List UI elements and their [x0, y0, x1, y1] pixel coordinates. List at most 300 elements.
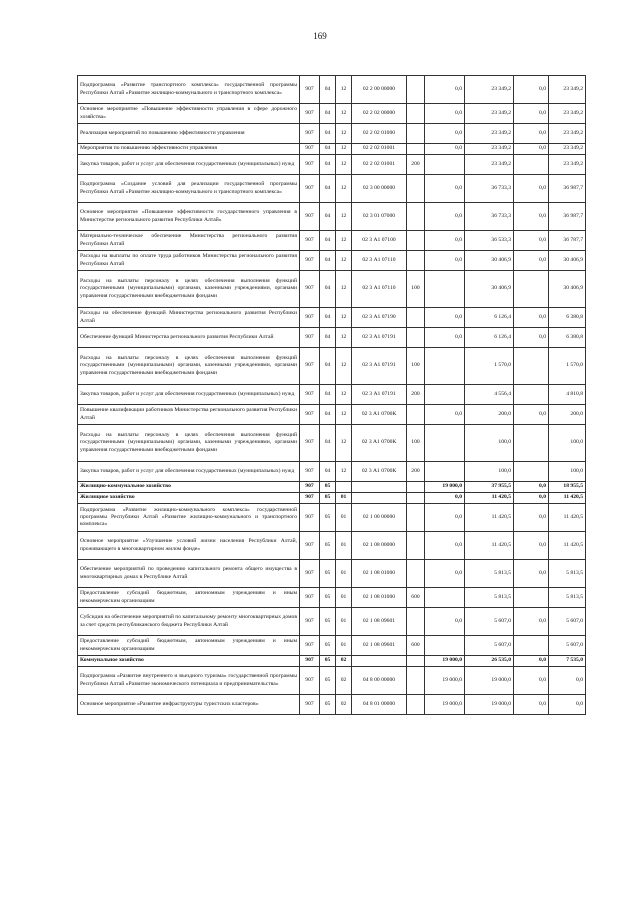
cell-section: 04 [320, 203, 336, 231]
cell-amount-3: 0,0 [514, 493, 549, 504]
cell-amount-3: 0,0 [514, 175, 549, 203]
cell-amount-1: 0,0 [425, 504, 465, 532]
cell-amount-4: 1 570,0 [549, 348, 586, 385]
table-row [78, 348, 586, 385]
cell-target-article: 02 3 А1 0700К [352, 462, 407, 482]
cell-amount-4: 18 955,5 [549, 482, 586, 493]
cell-amount-4: 23 349,2 [549, 104, 586, 124]
cell-expense-type [407, 328, 425, 348]
cell-expense-type [407, 144, 425, 155]
cell-target-article: 02 2 02 01001 [352, 144, 407, 155]
cell-section: 04 [320, 251, 336, 271]
cell-admin-code: 907 [300, 251, 320, 271]
cell-name: Подпрограмма «Развитие жилищно-коммунального комплекса» государственной программы Республики Алтай «Развитие жилищно-коммунального и транспортного комплекса» [78, 504, 300, 532]
cell-admin-code: 907 [300, 425, 320, 462]
cell-expense-type [407, 560, 425, 588]
cell-amount-3: 0,0 [514, 203, 549, 231]
cell-admin-code: 907 [300, 155, 320, 175]
cell-admin-code: 907 [300, 271, 320, 308]
cell-section: 04 [320, 76, 336, 104]
cell-subsection: 01 [336, 608, 352, 636]
cell-expense-type [407, 175, 425, 203]
cell-expense-type: 200 [407, 155, 425, 175]
cell-amount-2: 5 607,0 [465, 608, 514, 636]
cell-admin-code: 907 [300, 656, 320, 667]
cell-name: Жилищное хозяйство [78, 493, 300, 504]
cell-name: Коммунальное хозяйство [78, 656, 300, 667]
cell-admin-code: 907 [300, 308, 320, 328]
cell-amount-2: 19 000,0 [465, 695, 514, 715]
cell-amount-3: 0,0 [514, 144, 549, 155]
cell-admin-code: 907 [300, 175, 320, 203]
cell-admin-code: 907 [300, 588, 320, 608]
cell-subsection: 12 [336, 155, 352, 175]
cell-target-article: 02 2 02 00000 [352, 104, 407, 124]
cell-amount-3: 0,0 [514, 104, 549, 124]
cell-admin-code: 907 [300, 504, 320, 532]
cell-subsection: 01 [336, 588, 352, 608]
cell-amount-3 [514, 348, 549, 385]
cell-amount-1: 0,0 [425, 608, 465, 636]
table-row [78, 695, 586, 715]
cell-subsection: 02 [336, 656, 352, 667]
cell-name: Расходы на выплаты персоналу в целях обеспечения выполнения функций государственными (муниципальными) органами, казенными учреждениями, органами управления государственными внебюджетными фондами [78, 425, 300, 462]
cell-name: Расходы на выплаты по оплате труда работников Министерства регионального развития Республики Алтай [78, 251, 300, 271]
cell-target-article: 02 3 А1 07190 [352, 308, 407, 328]
cell-amount-4: 0,0 [549, 667, 586, 695]
cell-amount-4: 4 810,8 [549, 385, 586, 405]
cell-name: Обеспечение мероприятий по проведению капитального ремонта общего имущества в многоквартирных домах в Республике Алтай [78, 560, 300, 588]
cell-name: Обеспечение функций Министерства регионального развития Республики Алтай [78, 328, 300, 348]
cell-target-article: 02 1 00 00000 [352, 504, 407, 532]
cell-target-article: 02 2 02 01000 [352, 124, 407, 144]
cell-section: 05 [320, 532, 336, 560]
cell-amount-2: 1 570,0 [465, 348, 514, 385]
cell-amount-2: 5 607,0 [465, 636, 514, 656]
cell-subsection: 12 [336, 348, 352, 385]
cell-amount-2: 26 535,0 [465, 656, 514, 667]
cell-section: 04 [320, 175, 336, 203]
cell-name: Мероприятия по повышению эффективности управления [78, 144, 300, 155]
cell-amount-1: 0,0 [425, 560, 465, 588]
cell-amount-3: 0,0 [514, 608, 549, 636]
table-row [78, 425, 586, 462]
cell-amount-1: 0,0 [425, 175, 465, 203]
cell-subsection: 01 [336, 504, 352, 532]
cell-amount-3: 0,0 [514, 328, 549, 348]
cell-admin-code: 907 [300, 144, 320, 155]
cell-subsection: 12 [336, 76, 352, 104]
cell-admin-code: 907 [300, 124, 320, 144]
cell-name: Подпрограмма «Развитие транспортного комплекса» государственной программы Республики Алтай «Развитие жилищно-коммунального и транспортного комплекса» [78, 76, 300, 104]
cell-expense-type [407, 104, 425, 124]
cell-amount-4: 36 987,7 [549, 175, 586, 203]
cell-expense-type [407, 124, 425, 144]
cell-subsection: 01 [336, 493, 352, 504]
cell-amount-1 [425, 425, 465, 462]
table-row [78, 385, 586, 405]
cell-section: 04 [320, 271, 336, 308]
cell-subsection: 12 [336, 251, 352, 271]
cell-amount-1: 0,0 [425, 124, 465, 144]
table-row [78, 493, 586, 504]
cell-amount-1: 0,0 [425, 203, 465, 231]
table-row [78, 231, 586, 251]
cell-section: 04 [320, 425, 336, 462]
cell-name: Закупка товаров, работ и услуг для обеспечения государственных (муниципальных) нужд [78, 462, 300, 482]
cell-section: 05 [320, 656, 336, 667]
cell-target-article: 02 3 А1 07191 [352, 348, 407, 385]
cell-expense-type [407, 76, 425, 104]
cell-section: 05 [320, 504, 336, 532]
cell-target-article: 02 1 08 09601 [352, 636, 407, 656]
cell-amount-3: 0,0 [514, 695, 549, 715]
cell-amount-2: 100,0 [465, 425, 514, 462]
cell-section: 04 [320, 462, 336, 482]
cell-admin-code: 907 [300, 608, 320, 636]
cell-name: Подпрограмма «Создание условий для реализации государственной программы Республики Алтай «Развитие жилищно-коммунального и транспортного комплекса» [78, 175, 300, 203]
cell-amount-1 [425, 155, 465, 175]
cell-target-article: 02 3 00 00000 [352, 175, 407, 203]
cell-amount-3: 0,0 [514, 667, 549, 695]
cell-name: Основное мероприятие «Улучшение условий жизни населения Республики Алтай, проживающего в многоквартирном жилом фонде» [78, 532, 300, 560]
cell-amount-3: 0,0 [514, 124, 549, 144]
cell-target-article: 02 1 08 00000 [352, 532, 407, 560]
cell-section: 04 [320, 144, 336, 155]
table-row [78, 104, 586, 124]
cell-section: 04 [320, 124, 336, 144]
cell-amount-4: 7 535,0 [549, 656, 586, 667]
cell-amount-3: 0,0 [514, 532, 549, 560]
cell-section: 05 [320, 636, 336, 656]
cell-amount-4: 100,0 [549, 425, 586, 462]
cell-target-article: 02 3 А1 07100 [352, 231, 407, 251]
cell-amount-4: 5 813,5 [549, 588, 586, 608]
cell-name: Повышение квалификации работников Министерства регионального развития Республики Алтай [78, 405, 300, 425]
cell-amount-1: 0,0 [425, 493, 465, 504]
cell-admin-code: 907 [300, 695, 320, 715]
cell-amount-1: 0,0 [425, 76, 465, 104]
cell-admin-code: 907 [300, 203, 320, 231]
cell-admin-code: 907 [300, 482, 320, 493]
cell-admin-code: 907 [300, 667, 320, 695]
cell-target-article: 02 2 02 01001 [352, 155, 407, 175]
table-row [78, 462, 586, 482]
cell-amount-3 [514, 636, 549, 656]
cell-amount-2: 5 813,5 [465, 560, 514, 588]
table-row [78, 76, 586, 104]
cell-name: Жилищно-коммунальное хозяйство [78, 482, 300, 493]
cell-amount-3: 0,0 [514, 251, 549, 271]
table-row [78, 560, 586, 588]
cell-name: Расходы на обеспечение функций Министерства регионального развития Республики Алтай [78, 308, 300, 328]
cell-amount-3: 0,0 [514, 76, 549, 104]
cell-amount-1 [425, 636, 465, 656]
cell-amount-2: 11 420,5 [465, 532, 514, 560]
cell-admin-code: 907 [300, 385, 320, 405]
cell-section: 04 [320, 405, 336, 425]
cell-amount-2: 30 406,9 [465, 271, 514, 308]
cell-amount-4: 11 420,5 [549, 493, 586, 504]
cell-target-article: 02 3 А1 07110 [352, 251, 407, 271]
table-row [78, 271, 586, 308]
cell-amount-3: 0,0 [514, 656, 549, 667]
table-row [78, 251, 586, 271]
cell-amount-4: 0,0 [549, 695, 586, 715]
cell-amount-1 [425, 462, 465, 482]
cell-amount-4: 36 787,7 [549, 231, 586, 251]
cell-subsection: 01 [336, 532, 352, 560]
cell-name: Расходы на выплаты персоналу в целях обеспечения выполнения функций государственными (муниципальными) органами, казенными учреждениями, органами управления государственными внебюджетными фондами [78, 271, 300, 308]
cell-expense-type [407, 482, 425, 493]
cell-admin-code: 907 [300, 462, 320, 482]
cell-amount-4: 23 349,2 [549, 155, 586, 175]
cell-amount-2: 19 000,0 [465, 667, 514, 695]
cell-amount-4: 11 420,5 [549, 532, 586, 560]
cell-section: 04 [320, 231, 336, 251]
cell-target-article: 02 3 01 07000 [352, 203, 407, 231]
cell-amount-1: 0,0 [425, 231, 465, 251]
cell-target-article: 02 1 08 01000 [352, 560, 407, 588]
cell-expense-type: 200 [407, 462, 425, 482]
cell-amount-2: 200,0 [465, 405, 514, 425]
cell-name: Субсидия на обеспечение мероприятий по капитальному ремонту многоквартирных домов за счет средств республиканского бюджета Республики Алтай [78, 608, 300, 636]
cell-subsection: 02 [336, 695, 352, 715]
cell-expense-type: 200 [407, 385, 425, 405]
cell-amount-4: 6 380,8 [549, 308, 586, 328]
cell-target-article: 02 3 А1 07191 [352, 328, 407, 348]
cell-amount-1 [425, 271, 465, 308]
table-row [78, 636, 586, 656]
cell-expense-type [407, 532, 425, 560]
table-row [78, 175, 586, 203]
cell-amount-1: 19 000,0 [425, 695, 465, 715]
table-row [78, 656, 586, 667]
cell-amount-2: 30 406,9 [465, 251, 514, 271]
cell-subsection: 12 [336, 203, 352, 231]
cell-amount-3 [514, 588, 549, 608]
cell-expense-type [407, 608, 425, 636]
cell-amount-3: 0,0 [514, 504, 549, 532]
cell-target-article [352, 493, 407, 504]
cell-amount-4: 30 406,9 [549, 271, 586, 308]
cell-expense-type: 100 [407, 271, 425, 308]
cell-name: Подпрограмма «Развитие внутреннего и въездного туризма» государственной программы Республики Алтай «Развитие экономического потенциала и предпринимательства» [78, 667, 300, 695]
cell-amount-3 [514, 425, 549, 462]
cell-section: 04 [320, 328, 336, 348]
cell-amount-2: 6 126,4 [465, 328, 514, 348]
cell-amount-3 [514, 271, 549, 308]
cell-expense-type [407, 231, 425, 251]
cell-subsection: 12 [336, 231, 352, 251]
cell-amount-3: 0,0 [514, 308, 549, 328]
cell-amount-3 [514, 155, 549, 175]
cell-amount-4: 11 420,5 [549, 504, 586, 532]
table-row [78, 155, 586, 175]
cell-section: 04 [320, 155, 336, 175]
cell-admin-code: 907 [300, 532, 320, 560]
table-row [78, 667, 586, 695]
cell-target-article: 04 8 00 00000 [352, 667, 407, 695]
cell-amount-4: 200,0 [549, 405, 586, 425]
table-row [78, 124, 586, 144]
cell-name: Закупка товаров, работ и услуг для обеспечения государственных (муниципальных) нужд [78, 385, 300, 405]
cell-expense-type [407, 493, 425, 504]
cell-amount-4: 36 987,7 [549, 203, 586, 231]
cell-name: Закупка товаров, работ и услуг для обеспечения государственных (муниципальных) нужд [78, 155, 300, 175]
cell-section: 05 [320, 493, 336, 504]
cell-subsection: 12 [336, 462, 352, 482]
cell-target-article [352, 482, 407, 493]
cell-expense-type [407, 405, 425, 425]
table-row [78, 482, 586, 493]
cell-subsection: 12 [336, 104, 352, 124]
cell-section: 04 [320, 308, 336, 328]
cell-expense-type [407, 203, 425, 231]
cell-target-article [352, 656, 407, 667]
page-number: 169 [313, 31, 327, 41]
cell-amount-1: 0,0 [425, 532, 465, 560]
cell-subsection: 01 [336, 636, 352, 656]
cell-section: 04 [320, 385, 336, 405]
cell-admin-code: 907 [300, 328, 320, 348]
cell-name: Предоставление субсидий бюджетным, автономным учреждениям и иным некоммерческим организациям [78, 636, 300, 656]
cell-amount-2: 11 420,5 [465, 493, 514, 504]
cell-amount-2: 6 126,4 [465, 308, 514, 328]
cell-expense-type: 600 [407, 588, 425, 608]
cell-admin-code: 907 [300, 560, 320, 588]
cell-name: Предоставление субсидий бюджетным, автономным учреждениям и иным некоммерческим организациям [78, 588, 300, 608]
cell-subsection [336, 482, 352, 493]
cell-expense-type: 600 [407, 636, 425, 656]
cell-amount-1 [425, 348, 465, 385]
cell-amount-2: 36 533,3 [465, 231, 514, 251]
cell-name: Основное мероприятие «Развитие инфраструктуры туристских кластеров» [78, 695, 300, 715]
cell-subsection: 02 [336, 667, 352, 695]
table-row [78, 308, 586, 328]
table-row [78, 588, 586, 608]
table-row [78, 405, 586, 425]
cell-admin-code: 907 [300, 405, 320, 425]
cell-amount-2: 23 349,2 [465, 124, 514, 144]
cell-amount-3: 0,0 [514, 560, 549, 588]
cell-name: Основное мероприятие «Повышение эффективности управления в сфере дорожного хозяйства» [78, 104, 300, 124]
cell-amount-4: 6 380,8 [549, 328, 586, 348]
cell-amount-2: 36 733,3 [465, 175, 514, 203]
cell-amount-1 [425, 588, 465, 608]
table-row [78, 532, 586, 560]
table-row [78, 203, 586, 231]
cell-amount-3: 0,0 [514, 482, 549, 493]
cell-expense-type: 100 [407, 348, 425, 385]
cell-subsection: 12 [336, 175, 352, 203]
cell-amount-2: 23 349,2 [465, 104, 514, 124]
cell-amount-2: 4 556,4 [465, 385, 514, 405]
cell-target-article: 02 3 А1 07191 [352, 385, 407, 405]
cell-amount-1: 19 000,0 [425, 667, 465, 695]
cell-admin-code: 907 [300, 231, 320, 251]
cell-amount-3: 0,0 [514, 405, 549, 425]
cell-subsection: 12 [336, 385, 352, 405]
cell-name: Реализация мероприятий по повышению эффективности управления [78, 124, 300, 144]
cell-section: 05 [320, 667, 336, 695]
cell-admin-code: 907 [300, 348, 320, 385]
cell-amount-1: 0,0 [425, 251, 465, 271]
cell-amount-2: 23 349,2 [465, 76, 514, 104]
table-row [78, 144, 586, 155]
cell-amount-1: 19 000,0 [425, 482, 465, 493]
cell-expense-type [407, 656, 425, 667]
cell-amount-1: 0,0 [425, 405, 465, 425]
cell-amount-3 [514, 385, 549, 405]
cell-name: Материально-техническое обеспечение Министерства регионального развития Республики Алтай [78, 231, 300, 251]
cell-amount-1: 19 000,0 [425, 656, 465, 667]
cell-section: 05 [320, 695, 336, 715]
cell-amount-2: 37 955,5 [465, 482, 514, 493]
cell-expense-type [407, 308, 425, 328]
cell-subsection: 12 [336, 405, 352, 425]
cell-target-article: 02 3 А1 0700К [352, 425, 407, 462]
cell-target-article: 02 3 А1 07110 [352, 271, 407, 308]
cell-amount-1: 0,0 [425, 328, 465, 348]
cell-expense-type [407, 695, 425, 715]
cell-amount-1 [425, 385, 465, 405]
cell-amount-2: 100,0 [465, 462, 514, 482]
cell-amount-1: 0,0 [425, 144, 465, 155]
cell-amount-4: 30 406,9 [549, 251, 586, 271]
cell-subsection: 12 [336, 144, 352, 155]
cell-subsection: 12 [336, 425, 352, 462]
cell-amount-2: 5 813,5 [465, 588, 514, 608]
cell-amount-4: 23 349,2 [549, 144, 586, 155]
cell-amount-2: 36 733,3 [465, 203, 514, 231]
cell-target-article: 02 3 А1 0700К [352, 405, 407, 425]
cell-subsection: 12 [336, 328, 352, 348]
cell-subsection: 12 [336, 124, 352, 144]
cell-target-article: 02 2 00 00000 [352, 76, 407, 104]
cell-amount-2: 23 349,2 [465, 155, 514, 175]
cell-admin-code: 907 [300, 76, 320, 104]
cell-admin-code: 907 [300, 104, 320, 124]
cell-subsection: 12 [336, 308, 352, 328]
cell-admin-code: 907 [300, 636, 320, 656]
cell-section: 05 [320, 608, 336, 636]
table-body [78, 76, 586, 715]
cell-target-article: 02 1 08 01000 [352, 588, 407, 608]
cell-amount-3 [514, 462, 549, 482]
cell-target-article: 02 1 08 09601 [352, 608, 407, 636]
cell-admin-code: 907 [300, 493, 320, 504]
cell-amount-4: 5 607,0 [549, 636, 586, 656]
cell-amount-1: 0,0 [425, 104, 465, 124]
cell-amount-2: 11 420,5 [465, 504, 514, 532]
cell-expense-type [407, 504, 425, 532]
budget-table [77, 75, 586, 715]
cell-amount-2: 23 349,2 [465, 144, 514, 155]
cell-section: 04 [320, 104, 336, 124]
table-row [78, 328, 586, 348]
cell-section: 05 [320, 560, 336, 588]
cell-amount-1: 0,0 [425, 308, 465, 328]
cell-amount-4: 100,0 [549, 462, 586, 482]
cell-subsection: 01 [336, 560, 352, 588]
cell-target-article: 04 8 01 00000 [352, 695, 407, 715]
cell-section: 04 [320, 348, 336, 385]
cell-name: Основное мероприятие «Повышение эффективности государственного управления в Министерстве регионального развития Республики Алтай» [78, 203, 300, 231]
cell-amount-4: 5 607,0 [549, 608, 586, 636]
cell-section: 05 [320, 482, 336, 493]
cell-section: 05 [320, 588, 336, 608]
